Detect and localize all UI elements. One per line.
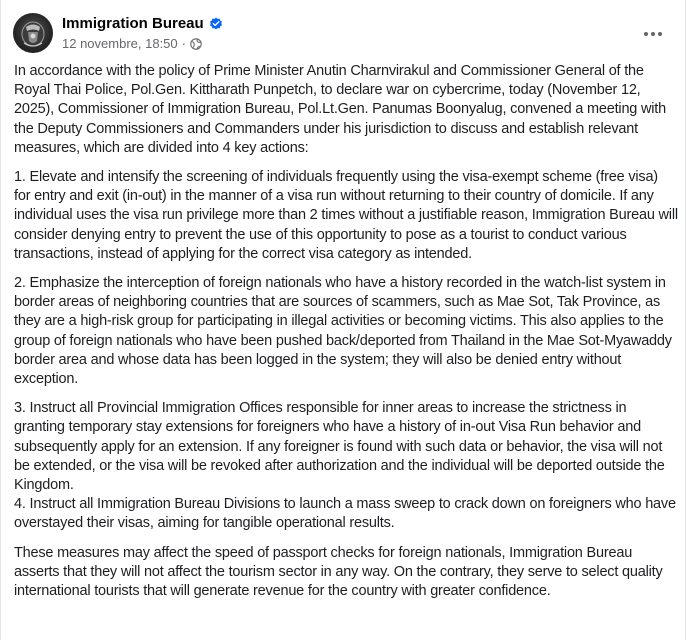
post-body xyxy=(14,62,678,611)
post-subline xyxy=(62,35,223,53)
verified-badge-icon xyxy=(209,17,223,31)
page-avatar[interactable] xyxy=(13,13,53,53)
post-meta xyxy=(62,14,223,53)
post-paragraph-action-1: 1. Elevate and intensify the screening of individuals frequently using the visa-exempt scheme (free visa) for entry and exit (in-out) in the manner of a visa run without returning to their country of domicile. If any individual uses the visa run privilege more than 2 times without a justifiable reason, Immigration Bureau will consider denying entry to prevent the use of this opportunity to pose as a tourist to conduct various transactions, instead of applying for the correct visa category as intended. xyxy=(14,169,678,262)
more-dots-icon xyxy=(643,31,663,37)
post-paragraph-action-3: 3. Instruct all Provincial Immigration Offices responsible for inner areas to increase the strictness in granting temporary stay extensions for foreigners who have a history of in-out Visa Run behavior and subsequently apply for an extension. If any foreigner is found with such data or behavior, the visa will not be extended, or the visa will be revoked after authorization and the individual will be deported outside the Kingdom. xyxy=(14,400,665,494)
emblem-icon xyxy=(13,13,53,53)
post-paragraph-intro: In accordance with the policy of Prime Minister Anutin Charnvirakul and Commissioner General of the Royal Thai Police, Pol.Gen. Kittharath Punpetch, to declare war on cybercrime, today (November 12, 2025), Commissioner of Immigration Bureau, Pol.Lt.Gen. Panumas Boonyalug, convened a meeting with the Deputy Commissioners and Commanders under his jurisdiction to discuss and establish relevant measures, which are divided into 4 key actions: xyxy=(14,63,666,156)
globe-icon[interactable] xyxy=(190,38,202,50)
post-timestamp-link[interactable]: 12 novembre, 18:50 xyxy=(62,36,178,51)
post-header xyxy=(13,12,223,54)
post-paragraph-action-4: 4. Instruct all Immigration Bureau Divisions to launch a mass sweep to crack down on foreigners who have overstayed their visas, aiming for tangible operational results. xyxy=(14,496,676,532)
page-name-link[interactable]: Immigration Bureau xyxy=(62,15,204,32)
more-options-button[interactable] xyxy=(635,16,671,52)
meta-separator: · xyxy=(181,36,186,51)
post-paragraph-action-2: 2. Emphasize the interception of foreign nationals who have a history recorded in the watch-list system in border areas of neighboring countries that are sources of scammers, such as Mae Sot, Tak Province, as they are a high-risk group for participating in illegal activities or becoming victims. This also applies to the group of foreign nationals who have been pushed back/deported from Thailand in the Mae Sot-Myawaddy border area and whose data has been logged in the system; they will also be denied entry without exception. xyxy=(14,275,672,388)
post-paragraph-closing: These measures may affect the speed of passport checks for foreign nationals, Immigration Bureau asserts that they will not affect the tourism sector in any way. On the contrary, they serve to select quality international tourists that will generate revenue for the country with greater confidence. xyxy=(14,544,663,600)
name-row xyxy=(62,14,223,34)
